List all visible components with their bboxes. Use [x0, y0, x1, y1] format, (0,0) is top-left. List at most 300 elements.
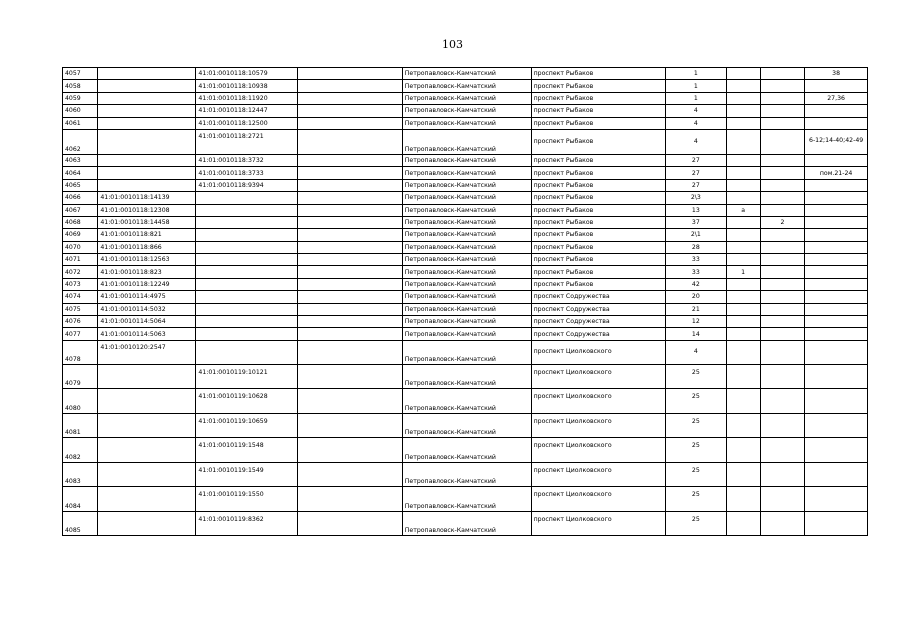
- cell-city: Петропавловск-Камчатский: [402, 80, 531, 92]
- table-row: [63, 167, 868, 179]
- cell-empty: [297, 316, 402, 328]
- table-row: [63, 340, 868, 364]
- cell-cad1: [98, 105, 196, 117]
- cell-cad1: 41:01:0010114:5032: [98, 303, 196, 315]
- table-row: [63, 105, 868, 117]
- cell-bld: [726, 216, 760, 228]
- cell-street: проспект Рыбаков: [531, 192, 666, 204]
- cell-no: 4079: [63, 364, 98, 389]
- cell-cad2: [196, 254, 297, 266]
- cell-no: 4080: [63, 389, 98, 414]
- cell-no: 4060: [63, 105, 98, 117]
- cell-corp: [760, 117, 804, 129]
- table-row: [63, 254, 868, 266]
- table-row: [63, 68, 868, 80]
- cell-house: 28: [666, 241, 726, 253]
- cell-cad2: [196, 328, 297, 340]
- cell-flat: [805, 241, 868, 253]
- table-row: [63, 216, 868, 228]
- cell-cad1: [98, 179, 196, 191]
- cell-empty: [297, 328, 402, 340]
- cell-cad1: [98, 413, 196, 438]
- cell-bld: [726, 328, 760, 340]
- cell-corp: [760, 266, 804, 278]
- cell-street: проспект Циолковского: [531, 389, 666, 414]
- cell-house: 1: [666, 92, 726, 104]
- cell-street: проспект Содружества: [531, 316, 666, 328]
- cell-bld: [726, 316, 760, 328]
- cell-bld: [726, 229, 760, 241]
- cell-bld: [726, 179, 760, 191]
- cell-empty: [297, 80, 402, 92]
- cell-cad1: 41:01:0010118:14458: [98, 216, 196, 228]
- cell-city: Петропавловск-Камчатский: [402, 266, 531, 278]
- table-row: [63, 328, 868, 340]
- cell-city: Петропавловск-Камчатский: [402, 340, 531, 364]
- cell-house: 13: [666, 204, 726, 216]
- cell-empty: [297, 192, 402, 204]
- cell-city: Петропавловск-Камчатский: [402, 192, 531, 204]
- cell-street: проспект Рыбаков: [531, 179, 666, 191]
- cell-street: проспект Рыбаков: [531, 154, 666, 166]
- cell-cad1: [98, 389, 196, 414]
- cell-house: 25: [666, 487, 726, 512]
- cell-house: 25: [666, 511, 726, 536]
- cell-house: 25: [666, 413, 726, 438]
- cell-bld: [726, 462, 760, 487]
- cell-bld: [726, 340, 760, 364]
- cell-cad2: 41:01:0010119:1549: [196, 462, 297, 487]
- cell-city: Петропавловск-Камчатский: [402, 241, 531, 253]
- cell-flat: [805, 204, 868, 216]
- cell-bld: [726, 117, 760, 129]
- cell-city: Петропавловск-Камчатский: [402, 389, 531, 414]
- cell-corp: [760, 154, 804, 166]
- cell-no: 4078: [63, 340, 98, 364]
- cell-flat: 6-12;14-40;42-49: [805, 129, 868, 154]
- cell-house: 4: [666, 129, 726, 154]
- cell-flat: [805, 303, 868, 315]
- cell-no: 4068: [63, 216, 98, 228]
- cell-bld: а: [726, 204, 760, 216]
- cell-corp: [760, 364, 804, 389]
- page-number: 103: [442, 38, 463, 51]
- cell-empty: [297, 68, 402, 80]
- cell-city: Петропавловск-Камчатский: [402, 303, 531, 315]
- cell-house: 25: [666, 462, 726, 487]
- cell-cad1: 41:01:0010114:5064: [98, 316, 196, 328]
- cell-cad1: [98, 92, 196, 104]
- cell-empty: [297, 438, 402, 463]
- table-row: [63, 80, 868, 92]
- cell-empty: [297, 340, 402, 364]
- cell-house: 27: [666, 154, 726, 166]
- cell-cad1: [98, 462, 196, 487]
- cell-house: 4: [666, 340, 726, 364]
- cell-cad1: [98, 80, 196, 92]
- cell-cad2: 41:01:0010118:10579: [196, 68, 297, 80]
- cell-corp: [760, 291, 804, 303]
- table-row: [63, 129, 868, 154]
- cell-bld: [726, 92, 760, 104]
- cell-cad2: [196, 303, 297, 315]
- cell-bld: [726, 511, 760, 536]
- table-row: [63, 413, 868, 438]
- cell-empty: [297, 266, 402, 278]
- cell-flat: [805, 105, 868, 117]
- cell-city: Петропавловск-Камчатский: [402, 129, 531, 154]
- cell-house: 27: [666, 179, 726, 191]
- cell-empty: [297, 487, 402, 512]
- cell-street: проспект Рыбаков: [531, 129, 666, 154]
- cell-house: 20: [666, 291, 726, 303]
- cell-corp: [760, 204, 804, 216]
- cell-corp: [760, 241, 804, 253]
- cell-cad2: [196, 216, 297, 228]
- cell-street: проспект Рыбаков: [531, 68, 666, 80]
- cell-corp: [760, 80, 804, 92]
- cell-bld: [726, 80, 760, 92]
- cell-street: проспект Рыбаков: [531, 92, 666, 104]
- cell-flat: [805, 154, 868, 166]
- cell-house: 2\1: [666, 229, 726, 241]
- cell-flat: [805, 462, 868, 487]
- cell-street: проспект Содружества: [531, 291, 666, 303]
- cell-city: Петропавловск-Камчатский: [402, 167, 531, 179]
- cell-no: 4082: [63, 438, 98, 463]
- cell-empty: [297, 241, 402, 253]
- property-register-table: [62, 67, 868, 536]
- cell-no: 4059: [63, 92, 98, 104]
- cell-street: проспект Рыбаков: [531, 117, 666, 129]
- cell-flat: 38: [805, 68, 868, 80]
- table-row: [63, 241, 868, 253]
- cell-cad1: 41:01:0010118:821: [98, 229, 196, 241]
- cell-city: Петропавловск-Камчатский: [402, 229, 531, 241]
- cell-flat: [805, 192, 868, 204]
- cell-flat: [805, 80, 868, 92]
- cell-city: Петропавловск-Камчатский: [402, 413, 531, 438]
- cell-street: проспект Рыбаков: [531, 204, 666, 216]
- cell-city: Петропавловск-Камчатский: [402, 216, 531, 228]
- cell-cad1: 41:01:0010118:12563: [98, 254, 196, 266]
- cell-corp: [760, 167, 804, 179]
- cell-no: 4062: [63, 129, 98, 154]
- cell-cad1: [98, 364, 196, 389]
- cell-empty: [297, 511, 402, 536]
- table-row: [63, 204, 868, 216]
- cell-house: 4: [666, 105, 726, 117]
- cell-street: проспект Рыбаков: [531, 278, 666, 290]
- cell-cad1: 41:01:0010118:12308: [98, 204, 196, 216]
- cell-city: Петропавловск-Камчатский: [402, 278, 531, 290]
- cell-bld: [726, 254, 760, 266]
- cell-house: 37: [666, 216, 726, 228]
- cell-flat: [805, 254, 868, 266]
- cell-bld: [726, 167, 760, 179]
- cell-street: проспект Циолковского: [531, 364, 666, 389]
- cell-street: проспект Циолковского: [531, 340, 666, 364]
- cell-street: проспект Циолковского: [531, 511, 666, 536]
- cell-corp: [760, 129, 804, 154]
- cell-cad2: 41:01:0010118:10938: [196, 80, 297, 92]
- cell-city: Петропавловск-Камчатский: [402, 438, 531, 463]
- cell-corp: 2: [760, 216, 804, 228]
- cell-flat: [805, 291, 868, 303]
- cell-no: 4066: [63, 192, 98, 204]
- cell-house: 25: [666, 389, 726, 414]
- cell-flat: [805, 117, 868, 129]
- cell-street: проспект Рыбаков: [531, 216, 666, 228]
- cell-bld: 1: [726, 266, 760, 278]
- cell-house: 33: [666, 266, 726, 278]
- cell-street: проспект Циолковского: [531, 462, 666, 487]
- cell-house: 1: [666, 68, 726, 80]
- cell-flat: [805, 511, 868, 536]
- cell-bld: [726, 241, 760, 253]
- cell-flat: [805, 389, 868, 414]
- cell-corp: [760, 68, 804, 80]
- cell-no: 4058: [63, 80, 98, 92]
- cell-empty: [297, 92, 402, 104]
- table-row: [63, 266, 868, 278]
- cell-cad2: [196, 316, 297, 328]
- cell-bld: [726, 291, 760, 303]
- cell-no: 4081: [63, 413, 98, 438]
- cell-cad1: [98, 68, 196, 80]
- cell-corp: [760, 278, 804, 290]
- table-row: [63, 278, 868, 290]
- cell-city: Петропавловск-Камчатский: [402, 291, 531, 303]
- cell-flat: [805, 328, 868, 340]
- cell-cad2: [196, 229, 297, 241]
- cell-city: Петропавловск-Камчатский: [402, 68, 531, 80]
- cell-no: 4085: [63, 511, 98, 536]
- cell-corp: [760, 303, 804, 315]
- cell-flat: [805, 179, 868, 191]
- cell-cad2: 41:01:0010119:10659: [196, 413, 297, 438]
- cell-street: проспект Рыбаков: [531, 241, 666, 253]
- cell-cad2: 41:01:0010118:12500: [196, 117, 297, 129]
- cell-cad2: [196, 291, 297, 303]
- cell-no: 4063: [63, 154, 98, 166]
- cell-cad2: 41:01:0010119:10628: [196, 389, 297, 414]
- cell-city: Петропавловск-Камчатский: [402, 462, 531, 487]
- cell-cad1: 41:01:0010118:866: [98, 241, 196, 253]
- cell-street: проспект Циолковского: [531, 438, 666, 463]
- cell-flat: [805, 229, 868, 241]
- cell-cad2: [196, 241, 297, 253]
- cell-no: 4074: [63, 291, 98, 303]
- cell-no: 4057: [63, 68, 98, 80]
- cell-cad1: 41:01:0010118:14139: [98, 192, 196, 204]
- cell-cad2: 41:01:0010118:11920: [196, 92, 297, 104]
- cell-house: 25: [666, 438, 726, 463]
- cell-bld: [726, 438, 760, 463]
- table-row: [63, 316, 868, 328]
- cell-cad2: 41:01:0010118:3733: [196, 167, 297, 179]
- cell-corp: [760, 254, 804, 266]
- cell-cad2: 41:01:0010119:10121: [196, 364, 297, 389]
- cell-empty: [297, 117, 402, 129]
- cell-bld: [726, 154, 760, 166]
- cell-flat: 27,36: [805, 92, 868, 104]
- cell-bld: [726, 389, 760, 414]
- cell-street: проспект Рыбаков: [531, 80, 666, 92]
- table-row: [63, 462, 868, 487]
- cell-no: 4065: [63, 179, 98, 191]
- cell-corp: [760, 511, 804, 536]
- cell-cad2: 41:01:0010119:8362: [196, 511, 297, 536]
- cell-street: проспект Рыбаков: [531, 266, 666, 278]
- cell-house: 42: [666, 278, 726, 290]
- cell-house: 21: [666, 303, 726, 315]
- cell-corp: [760, 316, 804, 328]
- cell-corp: [760, 413, 804, 438]
- table-row: [63, 389, 868, 414]
- cell-flat: [805, 487, 868, 512]
- table-row: [63, 364, 868, 389]
- cell-corp: [760, 192, 804, 204]
- table-row: [63, 117, 868, 129]
- cell-empty: [297, 167, 402, 179]
- cell-cad2: 41:01:0010119:1548: [196, 438, 297, 463]
- cell-city: Петропавловск-Камчатский: [402, 105, 531, 117]
- cell-cad1: [98, 487, 196, 512]
- table-row: [63, 511, 868, 536]
- cell-corp: [760, 487, 804, 512]
- cell-corp: [760, 389, 804, 414]
- cell-bld: [726, 68, 760, 80]
- table-row: [63, 179, 868, 191]
- cell-no: 4072: [63, 266, 98, 278]
- cell-street: проспект Содружества: [531, 328, 666, 340]
- cell-street: проспект Циолковского: [531, 487, 666, 512]
- cell-no: 4076: [63, 316, 98, 328]
- cell-cad2: 41:01:0010118:3732: [196, 154, 297, 166]
- cell-empty: [297, 254, 402, 266]
- cell-corp: [760, 438, 804, 463]
- cell-empty: [297, 364, 402, 389]
- table-row: [63, 154, 868, 166]
- cell-bld: [726, 192, 760, 204]
- cell-flat: [805, 340, 868, 364]
- cell-cad2: [196, 204, 297, 216]
- cell-house: 25: [666, 364, 726, 389]
- cell-city: Петропавловск-Камчатский: [402, 511, 531, 536]
- cell-bld: [726, 364, 760, 389]
- cell-empty: [297, 105, 402, 117]
- cell-no: 4075: [63, 303, 98, 315]
- cell-cad2: 41:01:0010118:9394: [196, 179, 297, 191]
- cell-cad1: [98, 167, 196, 179]
- cell-cad2: [196, 192, 297, 204]
- cell-no: 4067: [63, 204, 98, 216]
- cell-cad1: [98, 438, 196, 463]
- cell-corp: [760, 92, 804, 104]
- cell-city: Петропавловск-Камчатский: [402, 364, 531, 389]
- cell-city: Петропавловск-Камчатский: [402, 179, 531, 191]
- cell-cad1: 41:01:0010120:2547: [98, 340, 196, 364]
- cell-street: проспект Рыбаков: [531, 105, 666, 117]
- cell-cad2: 41:01:0010118:12447: [196, 105, 297, 117]
- cell-empty: [297, 154, 402, 166]
- cell-corp: [760, 462, 804, 487]
- cell-house: 33: [666, 254, 726, 266]
- cell-bld: [726, 487, 760, 512]
- cell-street: проспект Рыбаков: [531, 254, 666, 266]
- cell-empty: [297, 229, 402, 241]
- cell-flat: [805, 438, 868, 463]
- cell-corp: [760, 328, 804, 340]
- cell-city: Петропавловск-Камчатский: [402, 328, 531, 340]
- cell-city: Петропавловск-Камчатский: [402, 204, 531, 216]
- cell-no: 4069: [63, 229, 98, 241]
- cell-cad1: 41:01:0010114:4975: [98, 291, 196, 303]
- cell-house: 14: [666, 328, 726, 340]
- cell-cad1: 41:01:0010114:5063: [98, 328, 196, 340]
- cell-no: 4061: [63, 117, 98, 129]
- cell-street: проспект Циолковского: [531, 413, 666, 438]
- cell-city: Петропавловск-Камчатский: [402, 254, 531, 266]
- cell-street: проспект Содружества: [531, 303, 666, 315]
- cell-empty: [297, 278, 402, 290]
- cell-house: 1: [666, 80, 726, 92]
- cell-cad2: [196, 340, 297, 364]
- table-body: [63, 68, 868, 536]
- cell-no: 4070: [63, 241, 98, 253]
- cell-corp: [760, 229, 804, 241]
- cell-house: 12: [666, 316, 726, 328]
- cell-no: 4071: [63, 254, 98, 266]
- cell-cad1: [98, 511, 196, 536]
- cell-bld: [726, 105, 760, 117]
- cell-cad1: [98, 154, 196, 166]
- cell-street: проспект Рыбаков: [531, 167, 666, 179]
- cell-cad1: 41:01:0010118:823: [98, 266, 196, 278]
- cell-house: 2\3: [666, 192, 726, 204]
- cell-empty: [297, 303, 402, 315]
- cell-flat: [805, 413, 868, 438]
- cell-house: 4: [666, 117, 726, 129]
- cell-empty: [297, 204, 402, 216]
- cell-empty: [297, 291, 402, 303]
- cell-city: Петропавловск-Камчатский: [402, 487, 531, 512]
- cell-bld: [726, 413, 760, 438]
- cell-bld: [726, 278, 760, 290]
- cell-cad2: 41:01:0010118:2721: [196, 129, 297, 154]
- cell-house: 27: [666, 167, 726, 179]
- cell-cad1: 41:01:0010118:12249: [98, 278, 196, 290]
- cell-cad2: [196, 278, 297, 290]
- cell-empty: [297, 179, 402, 191]
- cell-bld: [726, 129, 760, 154]
- cell-city: Петропавловск-Камчатский: [402, 117, 531, 129]
- cell-no: 4064: [63, 167, 98, 179]
- cell-empty: [297, 216, 402, 228]
- cell-empty: [297, 413, 402, 438]
- cell-flat: [805, 216, 868, 228]
- table-row: [63, 438, 868, 463]
- cell-street: проспект Рыбаков: [531, 229, 666, 241]
- cell-no: 4083: [63, 462, 98, 487]
- cell-flat: пом.21-24: [805, 167, 868, 179]
- cell-corp: [760, 179, 804, 191]
- cell-flat: [805, 266, 868, 278]
- cell-city: Петропавловск-Камчатский: [402, 154, 531, 166]
- cell-no: 4084: [63, 487, 98, 512]
- cell-city: Петропавловск-Камчатский: [402, 316, 531, 328]
